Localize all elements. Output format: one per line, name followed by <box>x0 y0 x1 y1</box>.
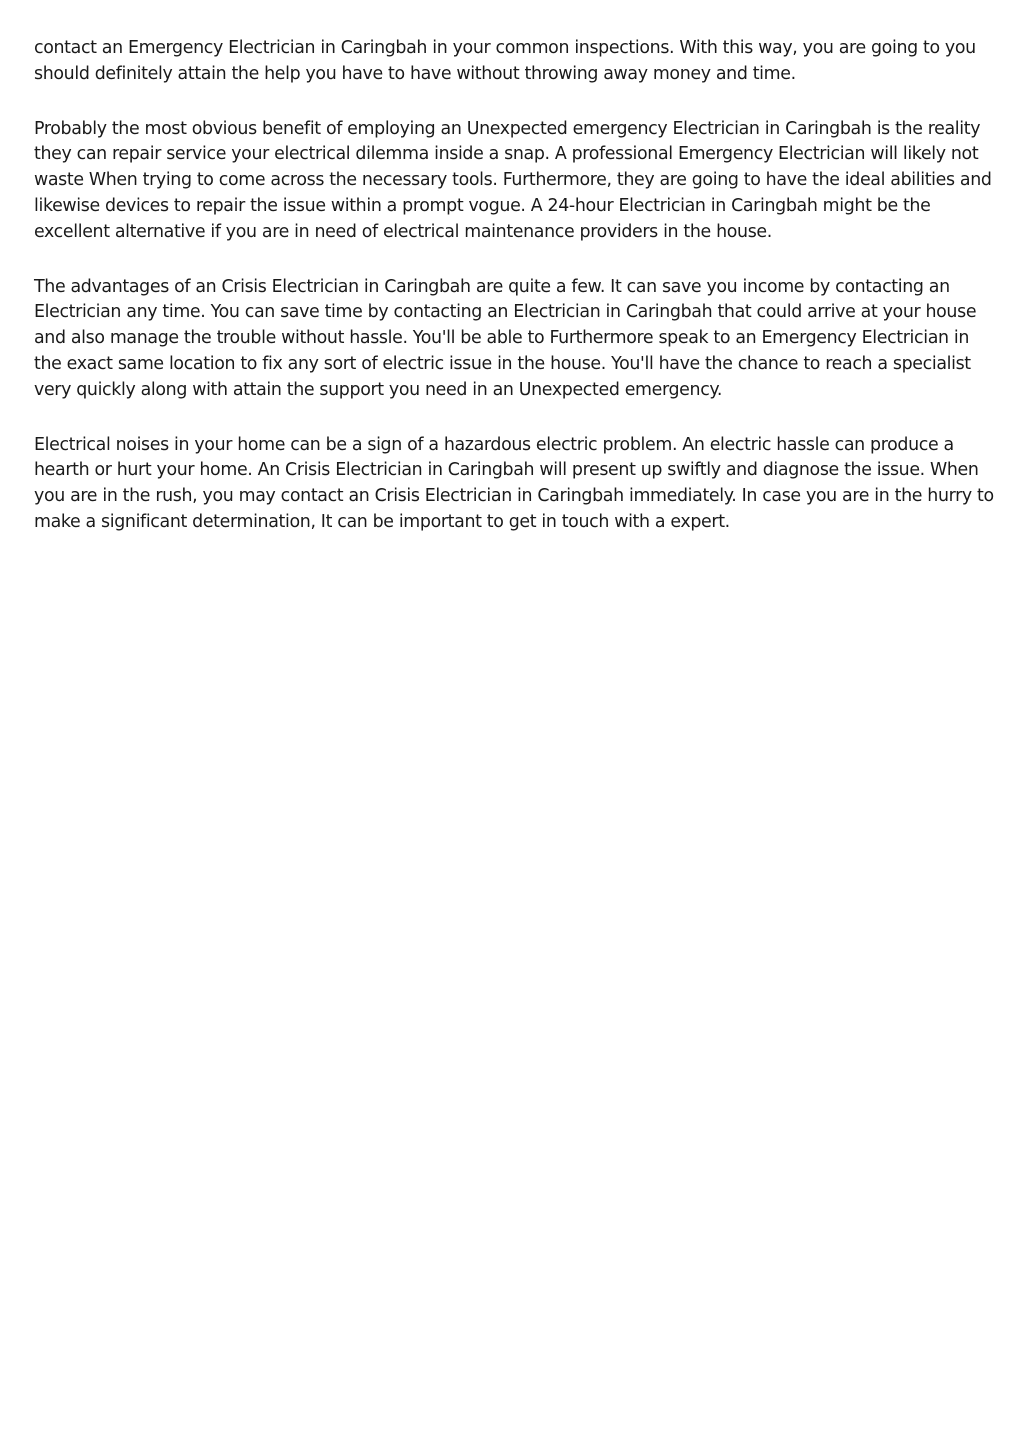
document-page <box>34 36 994 565</box>
paragraph-2 <box>34 117 992 246</box>
paragraph-line: should definitely attain the help you have to have without throwing away money and time. <box>34 63 796 84</box>
paragraph-line: very quickly along with attain the support you need in an Unexpected emergency. <box>34 379 723 400</box>
paragraph-line: the exact same location to fix any sort of electric issue in the house. You'll have the chance to reach a specialist <box>34 353 971 374</box>
paragraph-line: likewise devices to repair the issue within a prompt vogue. A 24-hour Electrician in Caringbah might be the <box>34 195 931 216</box>
paragraph-1 <box>34 36 984 88</box>
paragraph-4 <box>34 433 994 536</box>
paragraph-line: excellent alternative if you are in need of electrical maintenance providers in the house. <box>34 221 772 242</box>
paragraph-line: contact an Emergency Electrician in Caringbah in your common inspections. With this way, you are going to you <box>34 38 976 58</box>
paragraph-line: The advantages of an Crisis Electrician in Caringbah are quite a few. It can save you income by contacting an <box>34 276 950 297</box>
paragraph-line: you are in the rush, you may contact an Crisis Electrician in Caringbah immediately. In case you are in the hurry to <box>34 486 994 507</box>
paragraph-line: Electrical noises in your home can be a sign of a hazardous electric problem. An electric hassle can produce a <box>34 434 954 455</box>
paragraph-line: make a significant determination, It can be important to get in touch with a expert. <box>34 511 730 532</box>
paragraph-3 <box>34 275 984 404</box>
paragraph-line: and also manage the trouble without hassle. You'll be able to Furthermore speak to an Emergency Electrician in <box>34 328 970 349</box>
paragraph-line: they can repair service your electrical dilemma inside a snap. A professional Emergency Electrician will likely not <box>34 144 979 165</box>
paragraph-line: hearth or hurt your home. An Crisis Electrician in Caringbah will present up swiftly and diagnose the issue. When <box>34 460 979 481</box>
paragraph-line: Electrician any time. You can save time by contacting an Electrician in Caringbah that could arrive at your house <box>34 302 977 323</box>
paragraph-line: waste When trying to come across the necessary tools. Furthermore, they are going to have the ideal abilities and <box>34 170 992 191</box>
paragraph-line: Probably the most obvious benefit of employing an Unexpected emergency Electrician in Caringbah is the reality <box>34 118 981 139</box>
